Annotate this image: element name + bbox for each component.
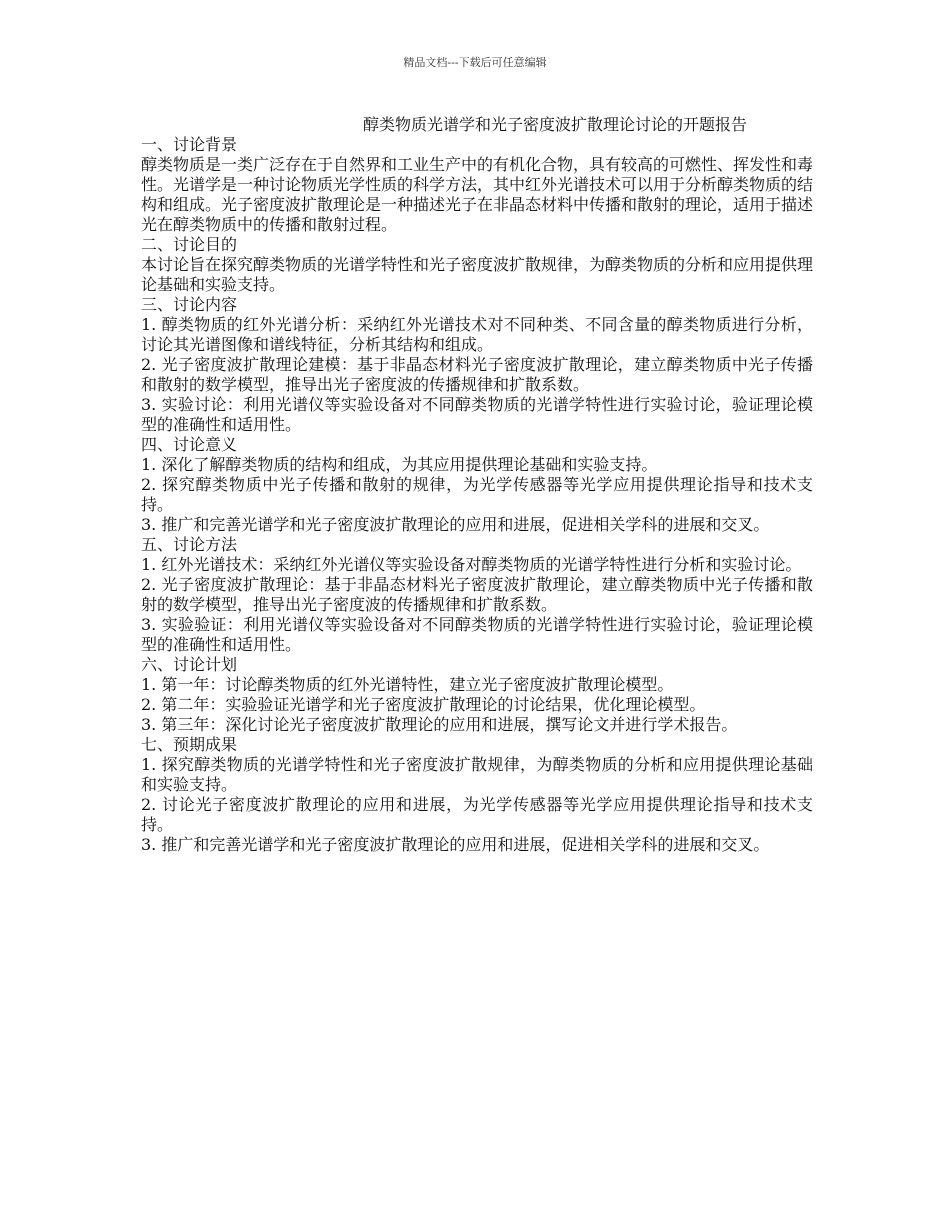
paragraph: 本讨论旨在探究醇类物质的光谱学特性和光子密度波扩散规律，为醇类物质的分析和应用提供理论基础和实验支持。 — [141, 255, 814, 294]
list-item: 2. 光子密度波扩散理论：基于非晶态材料光子密度波扩散理论，建立醇类物质中光子传播和散射的数学模型，推导出光子密度波的传播规律和扩散系数。 — [141, 575, 813, 614]
section-heading: 三、讨论内容 — [141, 295, 238, 314]
list-item: 3. 推广和完善光谱学和光子密度波扩散理论的应用和进展，促进相关学科的进展和交叉。 — [141, 515, 770, 534]
section-heading: 七、预期成果 — [141, 735, 238, 754]
document-body — [141, 135, 813, 855]
paragraph: 醇类物质是一类广泛存在于自然界和工业生产中的有机化合物，具有较高的可燃性、挥发性和毒性。光谱学是一种讨论物质光学性质的科学方法，其中红外光谱技术可以用于分析醇类物质的结构和组成。光子密度波扩散理论是一种描述光子在非晶态材料中传播和散射的理论，适用于描述光在醇类物质中的传播和散射过程。 — [141, 155, 814, 234]
document-title: 醇类物质光谱学和光子密度波扩散理论讨论的开题报告 — [363, 115, 748, 134]
section-heading: 二、讨论目的 — [141, 235, 238, 254]
list-item: 3. 推广和完善光谱学和光子密度波扩散理论的应用和进展，促进相关学科的进展和交叉。 — [141, 835, 770, 854]
list-item: 1. 探究醇类物质的光谱学特性和光子密度波扩散规律，为醇类物质的分析和应用提供理论基础和实验支持。 — [141, 755, 813, 794]
list-item: 3. 实验讨论：利用光谱仪等实验设备对不同醇类物质的光谱学特性进行实验讨论，验证理论模型的准确性和适用性。 — [141, 395, 813, 434]
page-header-note: 精品文档---下载后可任意编辑 — [403, 56, 547, 69]
list-item: 2. 探究醇类物质中光子传播和散射的规律，为光学传感器等光学应用提供理论指导和技术支持。 — [141, 475, 813, 514]
section-heading: 四、讨论意义 — [141, 435, 238, 454]
list-item: 1. 第一年：讨论醇类物质的红外光谱特性，建立光子密度波扩散理论模型。 — [141, 675, 674, 694]
section-heading: 五、讨论方法 — [141, 535, 238, 554]
list-item: 3. 实验验证：利用光谱仪等实验设备对不同醇类物质的光谱学特性进行实验讨论，验证理论模型的准确性和适用性。 — [141, 615, 813, 654]
section-heading: 六、讨论计划 — [141, 655, 238, 674]
list-item: 2. 讨论光子密度波扩散理论的应用和进展，为光学传感器等光学应用提供理论指导和技术支持。 — [141, 795, 813, 834]
section-heading: 一、讨论背景 — [141, 135, 238, 154]
list-item: 1. 醇类物质的红外光谱分析：采纳红外光谱技术对不同种类、不同含量的醇类物质进行分析，讨论其光谱图像和谱线特征，分析其结构和组成。 — [141, 315, 813, 354]
list-item: 1. 深化了解醇类物质的结构和组成，为其应用提供理论基础和实验支持。 — [141, 455, 658, 474]
list-item: 3. 第三年：深化讨论光子密度波扩散理论的应用和进展，撰写论文并进行学术报告。 — [141, 715, 738, 734]
list-item: 2. 第二年：实验验证光谱学和光子密度波扩散理论的讨论结果，优化理论模型。 — [141, 695, 706, 714]
list-item: 2. 光子密度波扩散理论建模：基于非晶态材料光子密度波扩散理论，建立醇类物质中光子传播和散射的数学模型，推导出光子密度波的传播规律和扩散系数。 — [141, 355, 813, 394]
list-item: 1. 红外光谱技术：采纳红外光谱仪等实验设备对醇类物质的光谱学特性进行分析和实验讨论。 — [141, 555, 802, 574]
